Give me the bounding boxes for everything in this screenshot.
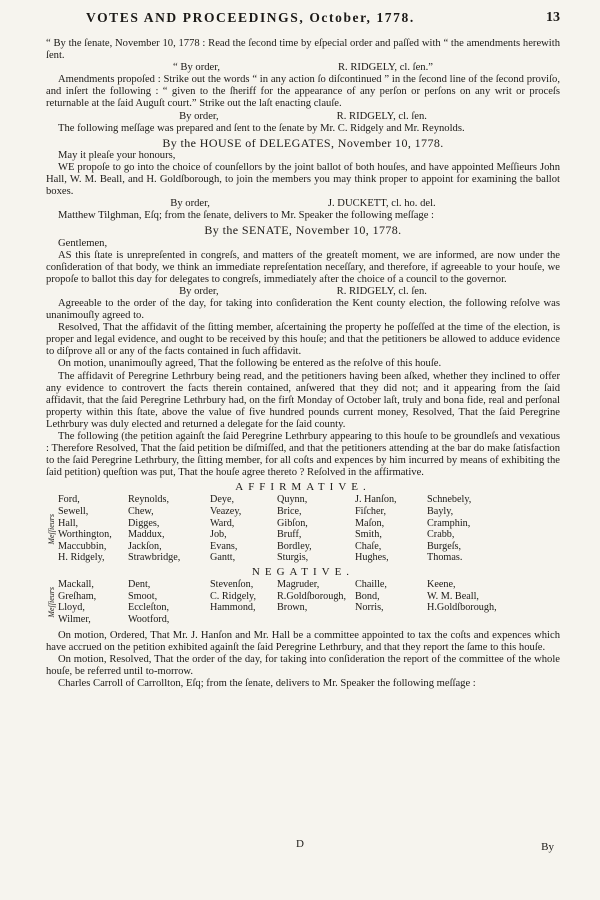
voter-name: Job, [210, 529, 227, 541]
voter-name: Gantt, [210, 552, 236, 564]
voter-name: Keene, [427, 579, 456, 591]
paragraph-counsellors: WE propoſe to go into the choice of counſellors by the joint ballot of both houſes, and have appointed Meſſieurs John Hall, W. M. Beall, and H. Goldſborough, to join the members you may think proper to appoint for examining the ballot boxes. [46, 161, 560, 198]
paragraph-carroll: Charles Carroll of Carrollton, Eſq; from the ſenate, delivers to Mr. Speaker the following meſſage : [58, 677, 476, 689]
voter-name [277, 614, 355, 626]
voter-name: W. M. Beall, [427, 590, 479, 602]
voter-name: Schnebely, [427, 494, 472, 506]
paragraph-congress: AS this ſtate is unrepreſented in congreſs, and matters of the greateſt moment, we are informed, are now under the conſideration of that body, we think an immediate repreſentation neceſſary, and therefore, if agreeable to your houſe, we propoſe to ballot this day for delegates to congreſs, immediately after the choice of a council to the governor. [46, 249, 560, 285]
voter-name: Maddux, [128, 529, 165, 541]
messieurs-label: Meſſieurs [47, 513, 56, 545]
sig-clerk: R. RIDGELY, cl. ſen. [336, 285, 427, 297]
voter-name: C. Ridgely, [210, 590, 257, 602]
voter-name: Bond, [355, 590, 380, 602]
voter-name: Smith, [355, 529, 382, 541]
voter-name: Hammond, [210, 602, 256, 614]
voter-name: Sturgis, [277, 552, 309, 564]
voter-name: Greſham, [58, 590, 97, 602]
catchword: By [541, 841, 554, 853]
voter-name: Maſon, [355, 517, 385, 529]
voter-name: R.Goldſborough, [277, 590, 347, 602]
signature-mark: D [296, 838, 304, 850]
voter-name: Chew, [128, 506, 154, 518]
voter-name: Veazey, [210, 506, 242, 518]
salutation: Gentlemen, [58, 237, 108, 249]
page-header [86, 12, 560, 24]
sig-by-order: By order, [179, 110, 219, 122]
voter-name: Burgeſs, [427, 540, 462, 552]
voter-name: Evans, [210, 540, 238, 552]
voter-name: Gibſon, [277, 517, 308, 529]
paragraph-order-of-day: On motion, Resolved, That the order of the day, for taking into conſideration the report of the committee of the whole houſe, be referred until to-morrow. [46, 653, 560, 677]
paragraph-message-sent: The following meſſage was prepared and ſent to the ſenate by Mr. C. Ridgely and Mr. Reynolds. [58, 122, 465, 134]
signature-line [46, 286, 560, 298]
voter-name: Thomas. [427, 552, 463, 564]
voter-name [355, 614, 427, 626]
voter-name: Magruder, [277, 579, 320, 591]
voter-name: Brown, [277, 602, 308, 614]
voter-name: Jackſon, [128, 540, 162, 552]
voter-name: Brice, [277, 506, 302, 518]
paragraph-kent-election: Agreeable to the order of the day, for taking into conſideration the Kent county election, the following reſolve was unanimouſly agreed to. [46, 297, 560, 322]
negative-heading: NEGATIVE. [251, 566, 355, 579]
senate-heading: By the SENATE, November 10, 1778. [204, 223, 402, 238]
voter-name: Bordley, [277, 540, 312, 552]
voter-name: Sewell, [58, 506, 89, 518]
running-title: VOTES AND PROCEEDINGS, October, 1778. [86, 10, 415, 25]
voter-name: Smoot, [128, 590, 158, 602]
paragraph-senate-read: “ By the ſenate, November 10, 1778 : Read the ſecond time by eſpecial order and paſſed with “ the amendments herewith ſent. [46, 38, 560, 62]
voter-name: Cramphin, [427, 517, 471, 529]
salutation: May it pleaſe your honours, [58, 149, 176, 161]
voter-name: Chaille, [355, 579, 387, 591]
signature-line [46, 111, 560, 123]
voter-name: Maccubbin, [58, 540, 107, 552]
affirmative-name-grid [58, 494, 507, 564]
voter-name: Lloyd, [58, 602, 85, 614]
voter-name: Ford, [58, 494, 80, 506]
page-number: 13 [546, 10, 560, 25]
paragraph-tilghman: Matthew Tilghman, Eſq; from the ſenate, delivers to Mr. Speaker the following meſſage : [58, 210, 435, 222]
voter-name [210, 614, 277, 626]
affirmative-votes [46, 494, 560, 564]
paragraph-motion: On motion, unanimouſly agreed, That the following be entered as the reſolve of this houſe. [58, 358, 442, 370]
voter-name: Hughes, [355, 552, 389, 564]
voter-name: H.Goldſborough, [427, 602, 497, 614]
negative-votes [46, 579, 560, 625]
sig-by-order: By order, [179, 285, 219, 297]
voter-name [427, 614, 507, 626]
voter-name: J. Hanſon, [355, 494, 397, 506]
voter-name: Strawbridge, [128, 552, 181, 564]
voter-name: Wootford, [128, 613, 170, 625]
voter-name: Norris, [355, 602, 384, 614]
voter-name: Stevenſon, [210, 579, 254, 591]
voter-name: Wilmer, [58, 613, 91, 625]
sig-clerk: R. RIDGELY, cl. ſen.” [337, 62, 433, 74]
voter-name: Ward, [210, 517, 235, 529]
paragraph-resolved-affidavit: Resolved, That the affidavit of the ſitting member, aſcertaining the property he poſſeſſed at the time of the election, is proper and legal evidence, and ought to be received by this houſe; and that the petitioners be allowed to adduce evidence to diſprove all or any of the facts contained in ſuch affidavit. [46, 322, 560, 358]
voter-name: Fiſcher, [355, 506, 386, 518]
voter-name: Mackall, [58, 579, 94, 591]
voter-name: Bruff, [277, 529, 302, 541]
signature-line [46, 198, 560, 210]
voter-name: H. Ridgely, [58, 552, 105, 564]
signature-line [46, 62, 560, 74]
paragraph-affidavit-read: The affidavit of Peregrine Lethrbury being read, and the petitioners having been aſked, whether they inclined to offer any evidence to controvert the facts therein contained, anſwered that they did not; and it appearing from the ſaid affidavit, that the ſaid Peregrine Lethrbury had, on the firſt Monday of October laſt, truly and bona fide, real and perſonal property within this ſtate, above the value of five hundred pounds current money, Resolved, That the ſaid Peregrine Lethrbury was duly elected and returned a delegate for the ſaid county. [46, 370, 560, 430]
voter-name: Eccleſton, [128, 602, 170, 614]
messieurs-label: Meſſieurs [47, 586, 56, 618]
paragraph-committee-costs: On motion, Ordered, That Mr. J. Hanſon and Mr. Hall be a committee appointed to tax the coſts and expences which have accrued on the petition exhibited againſt the ſaid Peregrine Lethrbury, and that they report the ſame to this houſe. [46, 629, 560, 653]
voter-name: Worthington, [58, 529, 112, 541]
paragraph-amendments: Amendments propoſed : Strike out the words “ in any action ſo diſcontinued ” in the ſecond line of the ſecond proviſo, and inſert the following : “ given to the ſheriff for the appearance of any perſon or perſons on any writ or proceſs returnable at the ſaid Auguſt court.” Strike out the laſt enacting clauſe. [46, 74, 560, 110]
voter-name: Deye, [210, 494, 235, 506]
voter-name: Hall, [58, 517, 79, 529]
sig-by-order: “ By order, [173, 62, 220, 74]
house-of-delegates-heading: By the HOUSE of DELEGATES, November 10, 1778. [162, 135, 444, 150]
sig-clerk: J. DUCKETT, cl. ho. del. [327, 198, 436, 210]
sig-by-order: By order, [170, 198, 210, 210]
negative-name-grid [58, 579, 507, 625]
voter-name: Quynn, [277, 494, 308, 506]
voter-name: Crabb, [427, 529, 455, 541]
voter-name: Dent, [128, 579, 151, 591]
affirmative-heading: AFFIRMATIVE. [235, 481, 371, 494]
voter-name: Bayly, [427, 506, 454, 518]
paragraph-petition-dismissed: The following (the petition againſt the ſaid Peregrine Lethrbury appearing to this houſe to be groundleſs and vexatious : Therefore Resolved, That the ſaid petition be diſmiſſed, and that the petitioners attending at the bar do make ſatisfaction to the ſaid Peregrine Lethrbury, the ſitting member, for all coſts and expences by him incurred by means of exhibiting the ſaid petition) queſtion was put, That the houſe agree thereto ? Reſolved in the affirmative. [46, 431, 560, 479]
voter-name: Reynolds, [128, 494, 170, 506]
sig-clerk: R. RIDGELY, cl. ſen. [336, 110, 427, 122]
voter-name: Chaſe, [355, 540, 382, 552]
voter-name: Digges, [128, 517, 160, 529]
